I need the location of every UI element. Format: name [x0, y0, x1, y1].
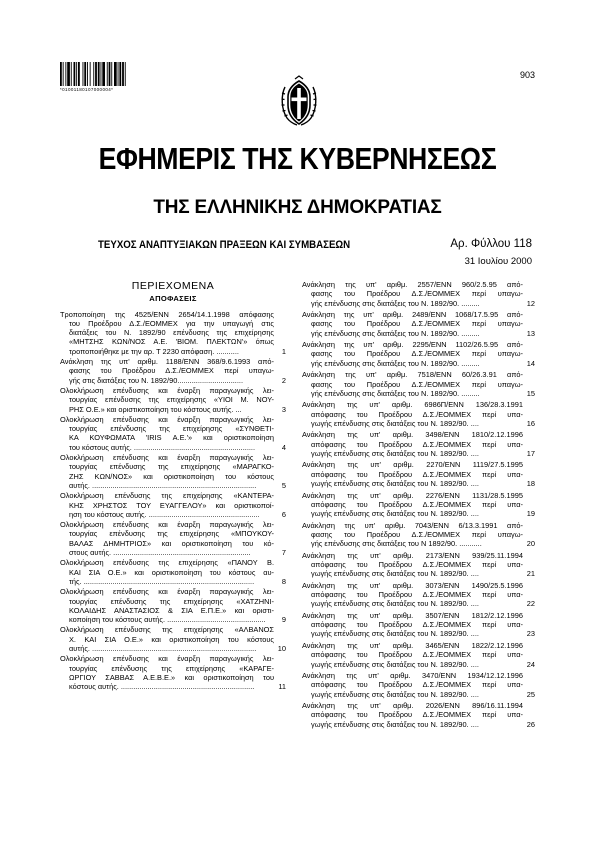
entry-line: τουργίας επένδυσης της επιχείρησης «ΣΥΝΘΕΤΙ-	[69, 424, 274, 434]
entry-line: ΚΗΣ ΧΡΗΣΤΟΣ ΤΟΥ ΕΥΑΓΓΕΛΟΥ» και οριστικοποί-	[69, 500, 274, 510]
contents-entry	[302, 310, 535, 338]
entry-line: «ΜΗΤΣΗΣ ΚΩΝ/ΝΟΣ Α.Ε. 'ΒΙΟΜ. ΠΛΕΚΤΩΝ'» όπως	[69, 337, 274, 347]
entry-page-number: 20	[526, 539, 535, 549]
gazette-title: ΕΦΗΜΕΡΙΣ ΤΗΣ ΚΥΒΕΡΝΗΣΕΩΣ	[98, 141, 497, 176]
left-entries-list	[60, 310, 286, 692]
entry-line: απόφασης του Προέδρου Δ.Σ./ΕΟΜΜΕΧ περί υπα-	[311, 680, 523, 690]
entry-line: φασης του Προέδρου Δ.Σ./ΕΟΜΜΕΧ περί υπαγω-	[311, 289, 523, 299]
gazette-subtitle: ΤΗΣ ΕΛΛΗΝΙΚΗΣ ΔΗΜΟΚΡΑΤΙΑΣ	[153, 197, 442, 218]
entry-line: τής. ...................................................................................	[69, 576, 255, 586]
entry-line: Ανάκληση της υπ' αριθμ. 2276/ΕΝΝ 1131/28.5.1995	[302, 490, 523, 500]
entry-line: Ολοκλήρωση επένδυσης και έναρξη παραγωγικής λει-	[60, 414, 274, 424]
barcode-bar	[83, 62, 84, 86]
entry-line: Ανάκληση της υπ' αριθμ. 2173/ΕΝΝ 939/25.11.1994	[302, 550, 523, 560]
barcode	[60, 62, 144, 95]
entry-line: Ολοκλήρωση επένδυσης και έναρξη παραγωγικής λει-	[60, 587, 274, 597]
entry-line: διατάξεις του Ν. 1892/90 επένδυσης της επιχείρησης	[69, 328, 274, 338]
contents-heading: ΠΕΡΙΕΧΟΜΕΝΑ	[131, 280, 215, 292]
entry-page-number: 14	[526, 358, 535, 368]
entry-line: του Προέδρου Δ.Σ./ΕΟΜΜΕΧ για την υπαγωγή στις	[69, 318, 274, 328]
contents-entry	[302, 671, 535, 699]
barcode-bar	[93, 62, 94, 86]
entry-line: Ανάκληση της υπ' αριθμ. 3073/ΕΝΝ 1490/25.5.1996	[302, 580, 523, 590]
barcode-bar	[107, 62, 108, 86]
barcode-bar	[118, 62, 119, 86]
entry-line: ηση του κόστους αυτής. ......................................................	[69, 509, 260, 519]
contents-entry	[302, 491, 535, 519]
barcode-bar	[109, 62, 111, 86]
entry-line: Χ. ΚΑΙ ΣΙΑ Ο.Ε.» και οριστικοποίηση του κόστους	[69, 634, 274, 644]
entry-line: γής επένδυσης στις διατάξεις του Ν. 1892/90. .........	[311, 388, 480, 398]
entry-line: γής επένδυσης στις διατάξεις του Ν. 1892/90. .........	[311, 358, 480, 368]
entry-line: απόφασης του Προέδρου Δ.Σ./ΕΟΜΜΕΧ περί υπα-	[311, 409, 523, 419]
barcode-bar	[101, 62, 102, 86]
entry-line: Ολοκλήρωση επένδυσης και έναρξη παραγωγικής λει-	[60, 654, 274, 664]
entry-line: γωγής επένδυσης στις διατάξεις του Ν. 1892/90. ....	[311, 629, 479, 639]
contents-entry	[302, 521, 535, 549]
entry-line: τροποποιήθηκε με την αρ. Τ 2230 απόφαση. ...........	[69, 346, 239, 356]
entry-line: Ανάκληση της υπ' αριθμ. 3498/ΕΝΝ 1810/2.12.1996	[302, 430, 523, 440]
entry-page-number: 11	[278, 682, 286, 692]
barcode-bar	[67, 62, 70, 86]
greek-coat-of-arms-icon	[276, 75, 322, 127]
contents-entry	[302, 340, 535, 368]
entry-page-number: 25	[526, 689, 535, 699]
contents-right-column	[302, 280, 535, 731]
contents-entry	[302, 551, 535, 579]
entry-line: φασης του Προέδρου Δ.Σ./ΕΟΜΜΕΧ περί υπαγω-	[311, 529, 523, 539]
entry-line: γωγής επένδυσης στις διατάξεις του Ν. 1892/90. ....	[311, 659, 479, 669]
entry-page-number: 26	[526, 719, 535, 729]
entry-line: Ανάκληση της υπ' αριθμ. 2489/ΕΝΝ 1068/17.5.95 από-	[302, 310, 523, 320]
entry-line: ΚΑ ΚΟΥΦΩΜΑΤΑ 'IRIS Α.Ε.'» και οριστικοποίηση	[69, 433, 274, 443]
entry-page-number: 24	[526, 659, 535, 669]
entry-page-number: 1	[281, 346, 286, 356]
issue-series: ΤΕΥΧΟΣ ΑΝΑΠΤΥΞΙΑΚΩΝ ΠΡΑΞΕΩΝ ΚΑΙ ΣΥΜΒΑΣΕΩΝ	[98, 239, 351, 251]
entry-line: Ολοκλήρωση επένδυσης της επιχείρησης «ΠΑΝΟΥ Β.	[60, 558, 274, 568]
barcode-bar	[87, 62, 88, 86]
entry-line: απόφασης του Προέδρου Δ.Σ./ΕΟΜΜΕΧ περί υπα-	[311, 590, 523, 600]
entry-line: φασης του Προέδρου Δ.Σ./ΕΟΜΜΕΧ περί υπαγω-	[311, 319, 523, 329]
entry-line: γωγής επένδυσης στις διατάξεις του Ν. 1892/90. ....	[311, 599, 479, 609]
entry-line: Ολοκλήρωση επένδυσης της επιχείρησης «ΑΛΒΑΝΟΣ	[60, 625, 274, 635]
entry-page-number: 4	[281, 442, 286, 452]
barcode-bar	[84, 62, 86, 86]
contents-entry	[60, 386, 286, 414]
entry-line: τουργίας επένδυσης της επιχείρησης «ΜΑΡΑΓΚΟ-	[69, 462, 274, 472]
decisions-heading: ΑΠΟΦΑΣΕΙΣ	[149, 294, 197, 304]
entry-line: ΚΑΙ ΣΙΑ Ο.Ε.» και οριστικοποίηση του κόστους αυ-	[69, 567, 274, 577]
barcode-bar	[95, 62, 97, 86]
barcode-bar	[122, 62, 124, 86]
entry-line: απόφασης του Προέδρου Δ.Σ./ΕΟΜΜΕΧ περί υπα-	[311, 439, 523, 449]
entry-page-number: 21	[526, 569, 535, 579]
entry-line: κοποίηση του κόστους αυτής. ................................................	[69, 615, 266, 625]
contents-entry	[60, 587, 286, 624]
barcode-bar	[119, 62, 121, 86]
contents-entry	[302, 400, 535, 428]
barcode-bar	[111, 62, 112, 86]
barcode-bar	[65, 62, 66, 86]
contents-entry	[60, 415, 286, 452]
entry-page-number: 3	[281, 404, 286, 414]
barcode-bar	[114, 62, 117, 86]
entry-line: απόφασης του Προέδρου Δ.Σ./ΕΟΜΜΕΧ περί υπα-	[311, 650, 523, 660]
entry-page-number: 5	[281, 480, 286, 490]
contents-entry	[302, 370, 535, 398]
entry-line: αυτής. ................................................................................	[69, 480, 257, 490]
entry-line: τουργίας επένδυσης της επιχείρησης «ΥΙΟΙ Μ. ΝΟΥ-	[69, 395, 274, 405]
entry-line: γωγής επένδυσης στις διατάξεις του Ν. 1892/90. ....	[311, 719, 479, 729]
entry-line: τουργίας επένδυσης της επιχείρησης «ΧΑΤΖΗΝΙ-	[69, 596, 274, 606]
entry-page-number: 2	[281, 375, 286, 385]
entry-page-number: 16	[526, 418, 535, 428]
barcode-number: *01001180107000004*	[60, 87, 114, 92]
entry-page-number: 17	[526, 448, 535, 458]
entry-page-number: 23	[526, 629, 535, 639]
entry-line: φασης του Προέδρου Δ.Σ./ΕΟΜΜΕΧ περί υπαγω-	[311, 349, 523, 359]
contents-entry	[302, 460, 535, 488]
entry-line: Ανάκληση της υπ' αριθμ. 2270/ΕΝΝ 1119/27.5.1995	[302, 460, 523, 470]
entry-line: Ανάκληση της υπ' αριθμ. 2295/ΕΝΝ 1102/26.5.95 από-	[302, 340, 523, 350]
contents-entry	[60, 625, 286, 653]
entry-line: γής επένδυσης στις διατάξεις του Ν 1892/90. ...........	[311, 539, 482, 549]
entry-page-number: 7	[281, 548, 286, 558]
entry-line: Ανάκληση της υπ' αριθμ. 3465/ΕΝΝ 1822/2.12.1996	[302, 640, 523, 650]
barcode-bar	[63, 62, 64, 86]
entry-line: του κόστους αυτής. ...........................................................	[69, 442, 256, 452]
contents-entry	[302, 280, 535, 308]
contents-entry	[60, 491, 286, 519]
entry-line: γωγής επένδυσης στις διατάξεις του Ν. 1892/90. ....	[311, 479, 479, 489]
entry-page-number: 8	[281, 576, 286, 586]
right-entries-list	[302, 280, 535, 729]
contents-entry	[302, 611, 535, 639]
barcode-bar	[76, 62, 77, 86]
barcode-bar	[102, 62, 105, 86]
entry-line: Τροποποίηση της 4525/ΕΝΝ 2654/14.1.1998 απόφασης	[60, 309, 274, 319]
entry-line: Ανάκληση της υπ' αριθμ. 6986Π/ΕΝΝ 136/28.3.1991	[302, 400, 523, 410]
contents-entry	[60, 654, 286, 691]
entry-line: Ανάκληση της υπ' αριθμ. 3470/ΕΝΝ 1934/12.12.1996	[302, 671, 523, 681]
entry-page-number: 13	[526, 328, 535, 338]
entry-line: Ολοκλήρωση επένδυσης και έναρξη παραγωγικής λει-	[60, 385, 274, 395]
entry-line: απόφασης του Προέδρου Δ.Σ./ΕΟΜΜΕΧ περί υπα-	[311, 499, 523, 509]
contents-entry	[60, 453, 286, 490]
contents-entry	[302, 430, 535, 458]
entry-line: Ανάκληση της υπ' αριθμ. 3507/ΕΝΝ 1812/2.12.1996	[302, 610, 523, 620]
entry-line: γωγής επένδυσης στις διατάξεις του Ν. 1892/90. ....	[311, 569, 479, 579]
contents-left-column	[60, 280, 286, 692]
entry-line: απόφασης του Προέδρου Δ.Σ./ΕΟΜΜΕΧ περί υπα-	[311, 620, 523, 630]
entry-page-number: 10	[277, 643, 286, 653]
barcode-bar	[71, 62, 72, 86]
entry-line: γής στις διατάξεις του Ν. 1892/90................................	[69, 375, 244, 385]
issue-date: 31 Ιουλίου 2000	[464, 256, 532, 267]
entry-line: τουργίας επένδυσης της επιχείρησης «ΜΠΟΥΚΟΥ-	[69, 529, 274, 539]
contents-entry	[60, 310, 286, 356]
entry-line: γής επένδυσης στις διατάξεις του Ν. 1892/90. .........	[311, 298, 480, 308]
entry-line: γής επένδυσης στις διατάξεις του Ν. 1892/90. .........	[311, 328, 480, 338]
entry-page-number: 15	[526, 388, 535, 398]
entry-line: γωγής επένδυσης στις διατάξεις του Ν. 1892/90. ....	[311, 418, 479, 428]
entry-page-number: 19	[526, 509, 535, 519]
contents-entry	[302, 641, 535, 669]
entry-line: στους αυτής. ...................................................................	[69, 548, 251, 558]
contents-entry	[302, 701, 535, 729]
entry-line: γωγής επένδυσης στις διατάξεις του Ν. 1892/90. ....	[311, 689, 479, 699]
contents-entry	[302, 581, 535, 609]
entry-line: ΡΗΣ Ο.Ε.» και οριστικοποίηση του κόστους αυτής. ...	[69, 404, 242, 414]
entry-line: τουργίας επένδυσης της επιχείρησης «ΚΑΡΑΓΕ-	[69, 663, 274, 673]
entry-line: γωγής επένδυσης στις διατάξεις του Ν. 1892/90. ....	[311, 509, 479, 519]
entry-line: φασης του Προέδρου Δ.Σ./ΕΟΜΜΕΧ περί υπαγω-	[69, 366, 274, 376]
page-number: 903	[519, 70, 535, 80]
entry-line: ΖΗΣ ΚΩΝ/ΝΟΣ» και οριστικοποίηση του κόστους	[69, 471, 274, 481]
sheet-number: Αρ. Φύλλου 118	[450, 238, 532, 250]
contents-entry	[60, 520, 286, 557]
entry-line: ΒΑΛΑΣ ΔΗΜΗΤΡΙΟΣ» και οριστικοποίηση του κό-	[69, 538, 274, 548]
entry-page-number: 6	[281, 509, 286, 519]
entry-line: απόφασης του Προέδρου Δ.Σ./ΕΟΜΜΕΧ περί υπα-	[311, 469, 523, 479]
entry-line: Ολοκλήρωση επένδυσης και έναρξη παραγωγικής λει-	[60, 453, 274, 463]
entry-line: απόφασης του Προέδρου Δ.Σ./ΕΟΜΜΕΧ περί υπα-	[311, 710, 523, 720]
barcode-bar	[60, 62, 62, 86]
entry-line: Ανάκληση της υπ' αριθμ. 7518/ΕΝΝ 60/26.3.91 από-	[302, 370, 523, 380]
entry-page-number: 12	[526, 298, 535, 308]
entry-line: ΩΡΓΙΟΥ ΣΑΒΒΑΣ Α.Ε.Β.Ε.» και οριστικοποίηση του	[69, 672, 274, 682]
barcode-bar	[90, 62, 91, 86]
entry-line: Ολοκλήρωση επένδυσης της επιχείρησης «ΚΑΝΤΕΡΑ-	[60, 491, 274, 501]
entry-line: Ανάκληση της υπ' αριθμ. 1188/ΕΝΝ 368/9.6.1993 από-	[60, 357, 274, 367]
entry-line: απόφασης του Προέδρου Δ.Σ./ΕΟΜΜΕΧ περί υπα-	[311, 560, 523, 569]
entry-line: κόστους αυτής. .................................................................	[69, 682, 255, 692]
entry-page-number: 9	[281, 615, 286, 625]
entry-line: Ανάκληση της υπ' αριθμ. 7043/ΕΝΝ 6/13.3.1991 από-	[302, 520, 523, 530]
entry-line: Ανάκληση της υπ' αριθμ. 2557/ΕΝΝ 960/2.5.95 από-	[302, 280, 523, 289]
entry-page-number: 18	[526, 479, 535, 489]
entry-line: Ανάκληση της υπ' αριθμ. 2026/ΕΝΝ 896/16.11.1994	[302, 701, 523, 711]
entry-line: φασης του Προέδρου Δ.Σ./ΕΟΜΜΕΧ περί υπαγω-	[311, 379, 523, 389]
entry-line: αυτής. ................................................................................	[69, 643, 257, 653]
barcode-bar	[74, 62, 76, 86]
contents-entry	[60, 558, 286, 586]
contents-entry	[60, 357, 286, 385]
entry-page-number: 22	[526, 599, 535, 609]
barcode-bar	[78, 62, 80, 86]
entry-line: Ολοκλήρωση επένδυσης και έναρξη παραγωγικής λει-	[60, 520, 274, 530]
barcode-bars	[60, 62, 144, 86]
entry-line: ΚΟΛΑΙΔΗΣ ΑΝΑΣΤΑΣΙΟΣ & ΣΙΑ Ε.Π.Ε.» και οριστι-	[69, 605, 274, 615]
entry-line: γωγής επένδυσης στις διατάξεις του Ν. 1892/90. ....	[311, 448, 479, 458]
barcode-bar	[98, 62, 100, 86]
barcode-bar	[125, 62, 126, 86]
